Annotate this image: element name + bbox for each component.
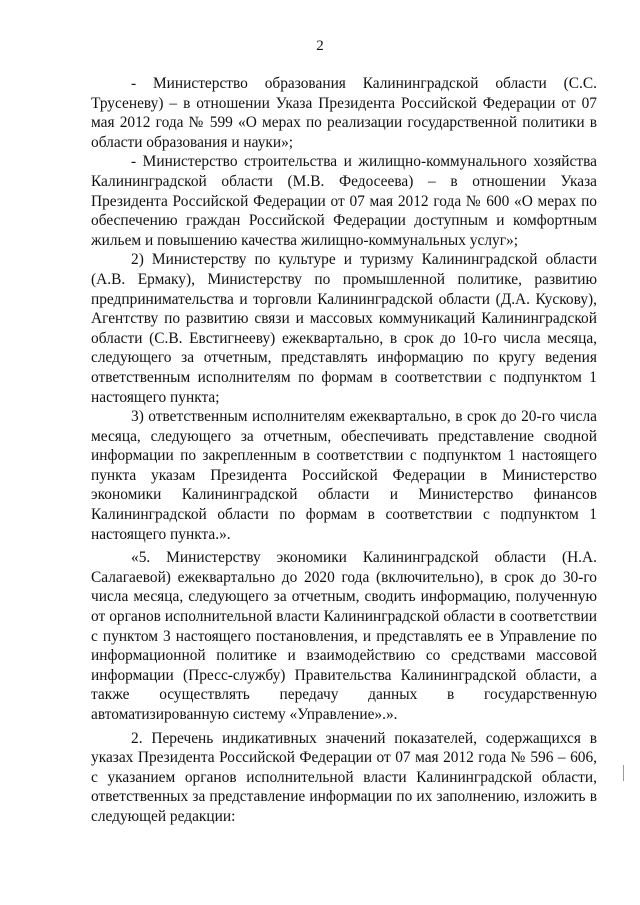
paragraph-ministry-education: - Министерство образования Калининградской области (С.С. Трусеневу) – в отношении Указа Президента Российской Федерации от 07 мая 2012 года № 599 «О мерах по реализации государственной политики в области образования и науки»; xyxy=(91,75,597,151)
paragraph-item-3-executors: 3) ответственным исполнителям ежеквартально, в срок до 20-го числа месяца, следующего за отчетным, обеспечивать представление сводной информации по закрепленным в соответствии с подпунктом 1 настоящего пункта указам Президента Российской Федерации в Министерство экономики Калининградской области и Министерство финансов Калининградской области по формам в соответствии с подпунктом 1 настоящего пункта.». xyxy=(91,408,597,543)
page-number: 2 xyxy=(316,38,324,54)
paragraph-item-2-culture: 2) Министерству по культуре и туризму Калининградской области (А.В. Ермаку), Министерству по промышленной политике, развитию предпринимательства и торговли Калининградской области (Д.А. Кускову), Агентству по развитию связи и массовых коммуникаций Калининградской области (С.В. Евстигнееву) ежеквартально, в срок до 10-го числа месяца, следующего за отчетным, представлять информацию по кругу ведения ответственным исполнителям по формам в соответствии с подпунктом 1 настоящего пункта; xyxy=(91,251,597,406)
document-body xyxy=(91,74,597,827)
paragraph-clause-5-economy: «5. Министерству экономики Калининградской области (Н.А. Салагаевой) ежеквартально до 2020 года (включительно), в срок до 30-го числа месяца, следующего за отчетным, сводить информацию, полученную от органов исполнительной власти Калининградской области в соответствии с пунктом 3 настоящего постановления, и представлять ее в Управление по информационной политике и взаимодействию со средствами массовой информации (Пресс-службу) Правительства Калининградской области, а также осуществлять передачу данных в государственную автоматизированную систему «Управление».». xyxy=(91,549,597,723)
paragraph-ministry-construction: - Министерство строительства и жилищно-коммунального хозяйства Калининградской области (М.В. Федосеева) – в отношении Указа Президента Российской Федерации от 07 мая 2012 года № 600 «О мерах по обеспечению граждан Российской Федерации доступным и комфортным жильем и повышению качества жилищно-коммунальных услуг»; xyxy=(91,153,597,249)
scan-artifact-mark xyxy=(623,765,624,781)
paragraph-point-2-indicators: 2. Перечень индикативных значений показателей, содержащихся в указах Президента Российской Федерации от 07 мая 2012 года № 596 – 606, с указанием органов исполнительной власти Калининградской области, ответственных за представление информации по их заполнению, изложить в следующей редакции: xyxy=(91,729,597,825)
